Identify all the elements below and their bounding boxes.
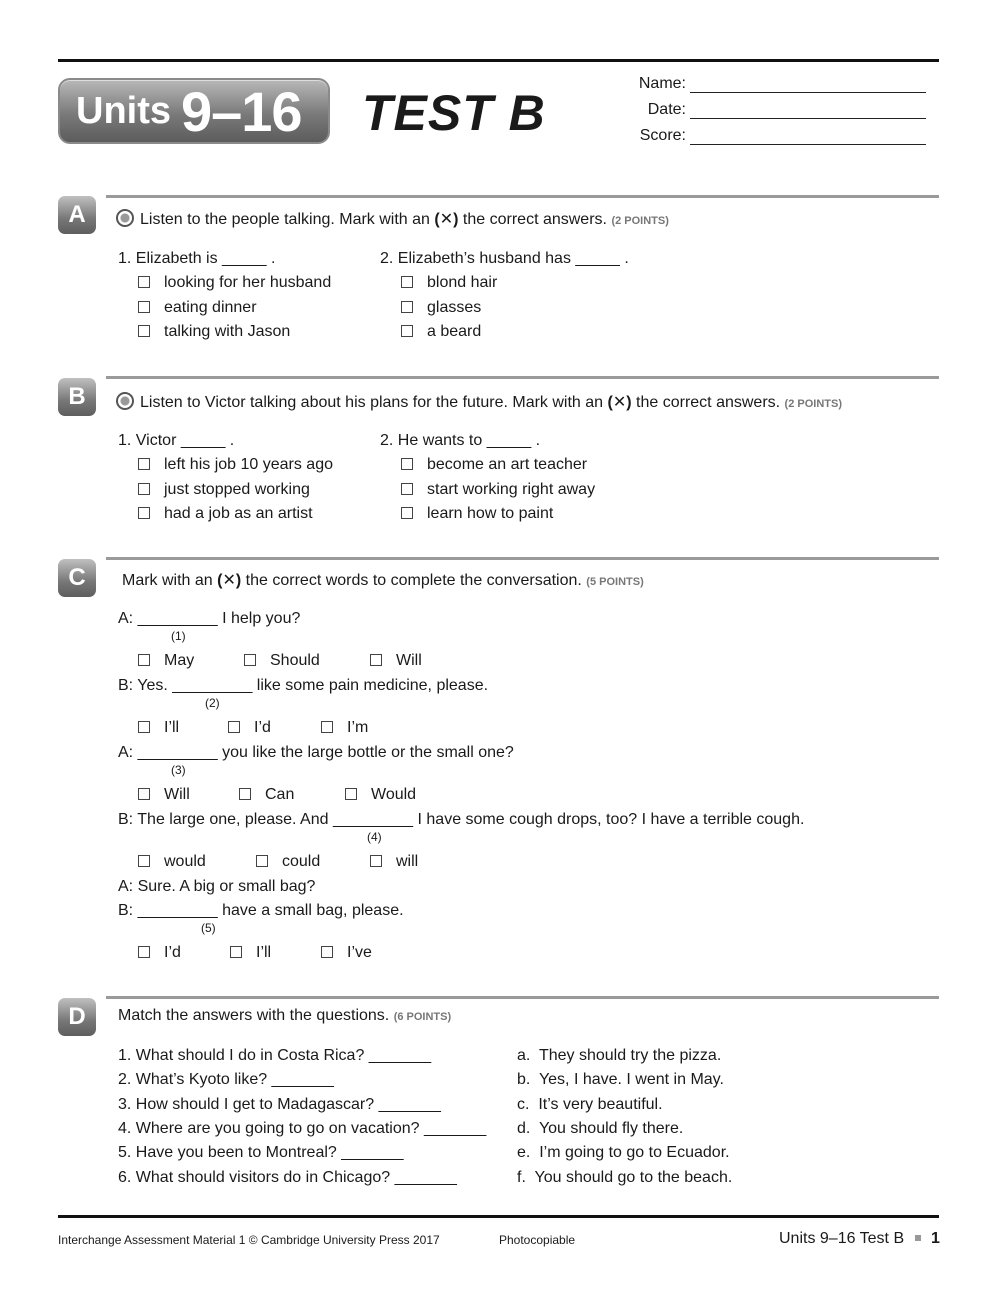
checkbox[interactable] [401,483,413,495]
footer-page-label: Units 9–16 Test B [779,1230,905,1247]
option-label: I’d [164,944,181,961]
option-label: I’ll [256,944,272,961]
section-b-instruction [116,392,842,412]
checkbox[interactable] [138,788,150,800]
checkbox[interactable] [321,946,333,958]
instr-c-mark: (✕) [217,572,242,589]
instr-a-points: (2 POINTS) [611,215,669,227]
date-line[interactable] [690,103,926,119]
match-question: 5. Have you been to Montreal? _______ [118,1144,404,1161]
option[interactable] [138,853,206,871]
option-label: start working right away [427,481,596,498]
checkbox[interactable] [138,276,150,288]
option-label: Can [265,786,295,803]
instr-b-mark: (✕) [607,394,632,411]
option[interactable] [138,719,179,737]
option[interactable] [401,505,553,523]
audio-icon[interactable] [116,209,134,227]
checkbox[interactable] [345,788,357,800]
footer-photocopiable: Photocopiable [499,1233,576,1247]
date-field[interactable] [636,101,936,119]
option-label: left his job 10 years ago [164,456,333,473]
dialogue-line: B: Yes. _________ like some pain medicine, please. [118,677,489,694]
option[interactable] [401,299,481,317]
option[interactable] [138,323,290,341]
question-b2: 2. He wants to _____ . [380,432,541,449]
score-line[interactable] [690,129,926,145]
option[interactable] [401,481,595,499]
option[interactable] [370,853,418,871]
instr-c-pre: Mark with an [122,572,213,589]
option[interactable] [230,944,271,962]
section-a-badge: A [58,196,96,234]
test-title: TEST B [362,85,546,141]
option-label: had a job as an artist [164,505,313,522]
date-label: Date: [647,101,686,118]
dialogue-line: A: _________ I help you? [118,610,301,627]
question-a2: 2. Elizabeth’s husband has _____ . [380,250,629,267]
instr-a-post: the correct answers. [462,211,607,228]
option-label: I’d [254,719,271,736]
instr-a-pre: Listen to the people talking. Mark with an [140,211,430,228]
instr-a-mark: (✕) [434,211,459,228]
blank-number: (2) [205,696,220,710]
checkbox[interactable] [401,507,413,519]
blank-number: (5) [201,921,216,935]
checkbox[interactable] [239,788,251,800]
instr-c-post: the correct words to complete the conversation. [245,572,582,589]
bullet-icon [915,1235,921,1241]
name-label: Name: [638,75,686,92]
match-answer: b. Yes, I have. I went in May. [517,1071,724,1088]
match-answer: f. You should go to the beach. [517,1169,733,1186]
option-label: I’m [347,719,369,736]
checkbox[interactable] [230,946,242,958]
option[interactable] [401,323,481,341]
question-b1: 1. Victor _____ . [118,432,235,449]
option-label: looking for her husband [164,274,332,291]
checkbox[interactable] [401,276,413,288]
option[interactable] [228,719,271,737]
section-a-instruction [116,209,669,229]
dialogue-line: B: _________ have a small bag, please. [118,902,404,919]
name-line[interactable] [690,77,926,93]
option-label: learn how to paint [427,505,554,522]
score-label: Score: [639,127,686,144]
option-label: Would [371,786,417,803]
dialogue-line: B: The large one, please. And _________ I have some cough drops, too? I have a terrible cough. [118,811,805,828]
checkbox[interactable] [138,507,150,519]
dialogue-line: A: _________ you like the large bottle or the small one? [118,744,514,761]
checkbox[interactable] [138,654,150,666]
units-badge [58,78,330,144]
audio-icon[interactable] [116,392,134,410]
section-a-rule [106,195,939,198]
checkbox[interactable] [138,721,150,733]
checkbox[interactable] [138,458,150,470]
option-label: talking with Jason [164,323,291,340]
section-b-rule [106,376,939,379]
option-label: blond hair [427,274,498,291]
match-answer: e. I’m going to go to Ecuador. [517,1144,730,1161]
footer-page-number: 1 [931,1230,940,1247]
option[interactable] [401,274,497,292]
checkbox[interactable] [138,946,150,958]
section-c-instruction [122,570,644,590]
footer-page-info [779,1230,940,1248]
blank-number: (3) [171,763,186,777]
option[interactable] [138,652,194,670]
option-label: just stopped working [164,481,310,498]
checkbox[interactable] [228,721,240,733]
match-question: 1. What should I do in Costa Rica? _______ [118,1047,432,1064]
instr-c-points: (5 POINTS) [586,576,644,588]
option-label: will [396,853,419,870]
checkbox[interactable] [256,855,268,867]
option[interactable] [256,853,320,871]
checkbox[interactable] [370,654,382,666]
section-d-rule [106,996,939,999]
blank-number: (4) [367,830,382,844]
score-field[interactable] [636,127,936,145]
checkbox[interactable] [401,325,413,337]
units-word: Units [76,89,171,132]
section-d-instruction [118,1007,451,1025]
checkbox[interactable] [138,855,150,867]
checkbox[interactable] [321,721,333,733]
section-c-badge: C [58,559,96,597]
option[interactable] [138,299,257,317]
name-field[interactable] [636,75,936,93]
footer-rule [58,1215,939,1218]
match-question: 3. How should I get to Madagascar? _______ [118,1096,441,1113]
option[interactable] [239,786,294,804]
option-label: a beard [427,323,482,340]
checkbox[interactable] [138,301,150,313]
option-label: I’ll [164,719,180,736]
checkbox[interactable] [138,325,150,337]
checkbox[interactable] [401,458,413,470]
option[interactable] [138,481,310,499]
match-question: 6. What should visitors do in Chicago? _______ [118,1169,457,1186]
option[interactable] [321,719,368,737]
checkbox[interactable] [370,855,382,867]
match-question: 4. Where are you going to go on vacation? _______ [118,1120,487,1137]
section-d-badge: D [58,998,96,1036]
units-range: 9–16 [181,79,302,143]
option[interactable] [138,274,331,292]
question-a1: 1. Elizabeth is _____ . [118,250,276,267]
option-label: Should [270,652,320,669]
match-answer: a. They should try the pizza. [517,1047,722,1064]
match-answer: c. It’s very beautiful. [517,1096,663,1113]
checkbox[interactable] [401,301,413,313]
option[interactable] [370,652,422,670]
option[interactable] [138,456,333,474]
option[interactable] [138,786,190,804]
match-question: 2. What’s Kyoto like? _______ [118,1071,334,1088]
checkbox[interactable] [138,483,150,495]
option-label: glasses [427,299,482,316]
option-label: would [164,853,206,870]
option[interactable] [244,652,320,670]
option-label: I’ve [347,944,372,961]
instr-b-post: the correct answers. [636,394,781,411]
option[interactable] [321,944,372,962]
option[interactable] [345,786,416,804]
checkbox[interactable] [244,654,256,666]
option-label: could [282,853,321,870]
instr-b-pre: Listen to Victor talking about his plans for the future. Mark with an [140,394,604,411]
section-b-badge: B [58,378,96,416]
instr-d-text: Match the answers with the questions. [118,1007,390,1024]
option[interactable] [138,505,313,523]
option-label: Will [396,652,422,669]
option-label: May [164,652,195,669]
section-c-rule [106,557,939,560]
option[interactable] [401,456,587,474]
blank-number: (1) [171,629,186,643]
option-label: become an art teacher [427,456,588,473]
instr-b-points: (2 POINTS) [784,398,842,410]
option-label: Will [164,786,190,803]
footer-copyright: Interchange Assessment Material 1 © Cambridge University Press 2017 [58,1233,440,1247]
match-answer: d. You should fly there. [517,1120,684,1137]
option[interactable] [138,944,181,962]
dialogue-line: A: Sure. A big or small bag? [118,878,316,895]
top-rule [58,59,939,62]
instr-d-points: (6 POINTS) [393,1011,452,1023]
option-label: eating dinner [164,299,257,316]
